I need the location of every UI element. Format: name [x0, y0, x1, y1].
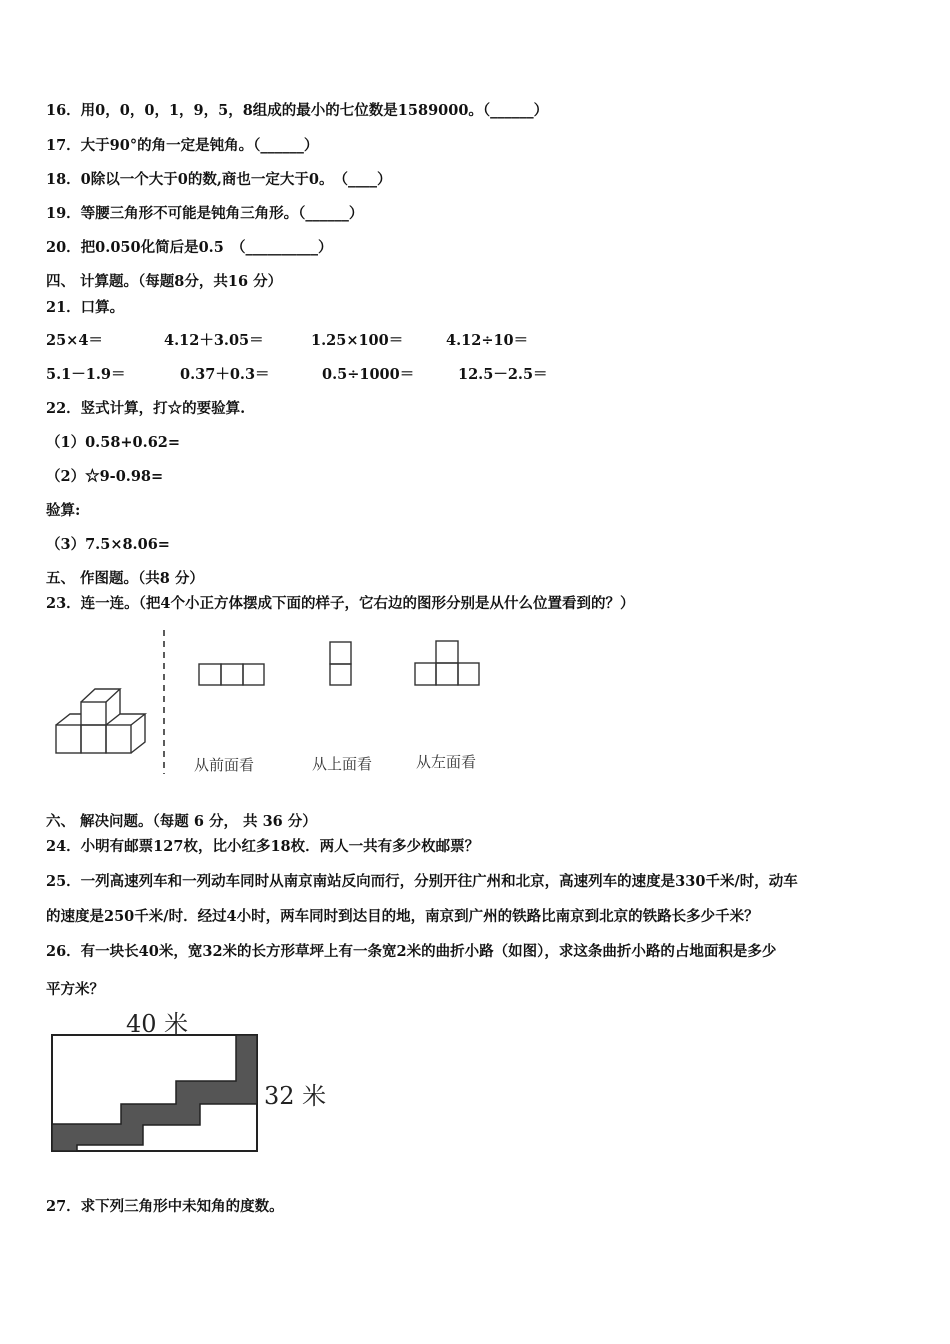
section-4-heading: 四、 计算题。（每题8分，共16 分）	[46, 273, 283, 290]
top-view-drawing	[330, 642, 351, 685]
cube-stack-drawing	[56, 689, 145, 753]
question-26-line-2: 平方米？	[46, 981, 104, 998]
top-view-caption: 从上面看	[312, 755, 373, 773]
mental-item: 5.1－1.9＝	[46, 366, 126, 383]
mental-item: 25×4＝	[46, 332, 103, 349]
question-26-line-1: 26．有一块长40米，宽32米的长方形草坪上有一条宽2米的曲折小路（如图），求这条曲折小路的占地面积是多少	[46, 943, 777, 960]
question-21: 21．口算。	[46, 299, 125, 316]
question-22-2: （2）☆9-0.98=	[46, 468, 164, 485]
mental-item: 0.37＋0.3＝	[180, 366, 270, 383]
question-22-1: （1）0.58+0.62=	[46, 434, 181, 451]
question-25-line-2: 的速度是250千米/时．经过4小时，两车同时到达目的地，南京到广州的铁路比南京到北京的铁路长多少千米？	[46, 908, 759, 925]
lawn-path-figure	[46, 1008, 346, 1158]
left-view-drawing	[415, 641, 479, 685]
mental-item: 1.25×100＝	[311, 332, 404, 349]
front-view-drawing	[199, 664, 264, 685]
width-label: 32 米	[264, 1082, 327, 1110]
question-18: 18．0除以一个大于0的数,商也一定大于0。 （____）	[46, 171, 392, 188]
length-label: 40 米	[126, 1010, 189, 1038]
mental-item: 0.5÷1000＝	[322, 366, 415, 383]
question-23: 23．连一连。（把4个小正方体摆成下面的样子，它右边的图形分别是从什么位置看到的？）	[46, 595, 635, 612]
question-22: 22．竖式计算，打☆的要验算.	[46, 400, 246, 417]
cube-views-figure	[46, 622, 506, 782]
question-16: 16．用0，0，0，1，9，5，8组成的最小的七位数是1589000。（______）	[46, 102, 549, 119]
question-22-3: （3）7.5×8.06=	[46, 536, 170, 553]
check-label: 验算:	[46, 502, 81, 519]
mental-row-2	[46, 365, 646, 385]
mental-row-1	[46, 331, 646, 351]
question-25-line-1: 25．一列高速列车和一列动车同时从南京南站反向而行，分别开往广州和北京，高速列车的速度是330千米/时，动车	[46, 873, 798, 890]
section-6-heading: 六、 解决问题。（每题 6 分， 共 36 分）	[46, 813, 317, 830]
mental-item: 4.12＋3.05＝	[164, 332, 264, 349]
question-27: 27．求下列三角形中未知角的度数。	[46, 1198, 284, 1215]
question-20: 20．把0.050化简后是0.5 （__________）	[46, 239, 333, 256]
front-view-caption: 从前面看	[194, 756, 255, 774]
mental-item: 12.5－2.5＝	[458, 366, 548, 383]
section-5-heading: 五、 作图题。（共8 分）	[46, 570, 204, 587]
mental-item: 4.12÷10＝	[446, 332, 529, 349]
question-17: 17．大于90°的角一定是钝角。（______）	[46, 137, 319, 154]
question-19: 19．等腰三角形不可能是钝角三角形。（______）	[46, 205, 364, 222]
question-24: 24．小明有邮票127枚，比小红多18枚．两人一共有多少枚邮票？	[46, 838, 480, 855]
left-view-caption: 从左面看	[416, 753, 477, 771]
